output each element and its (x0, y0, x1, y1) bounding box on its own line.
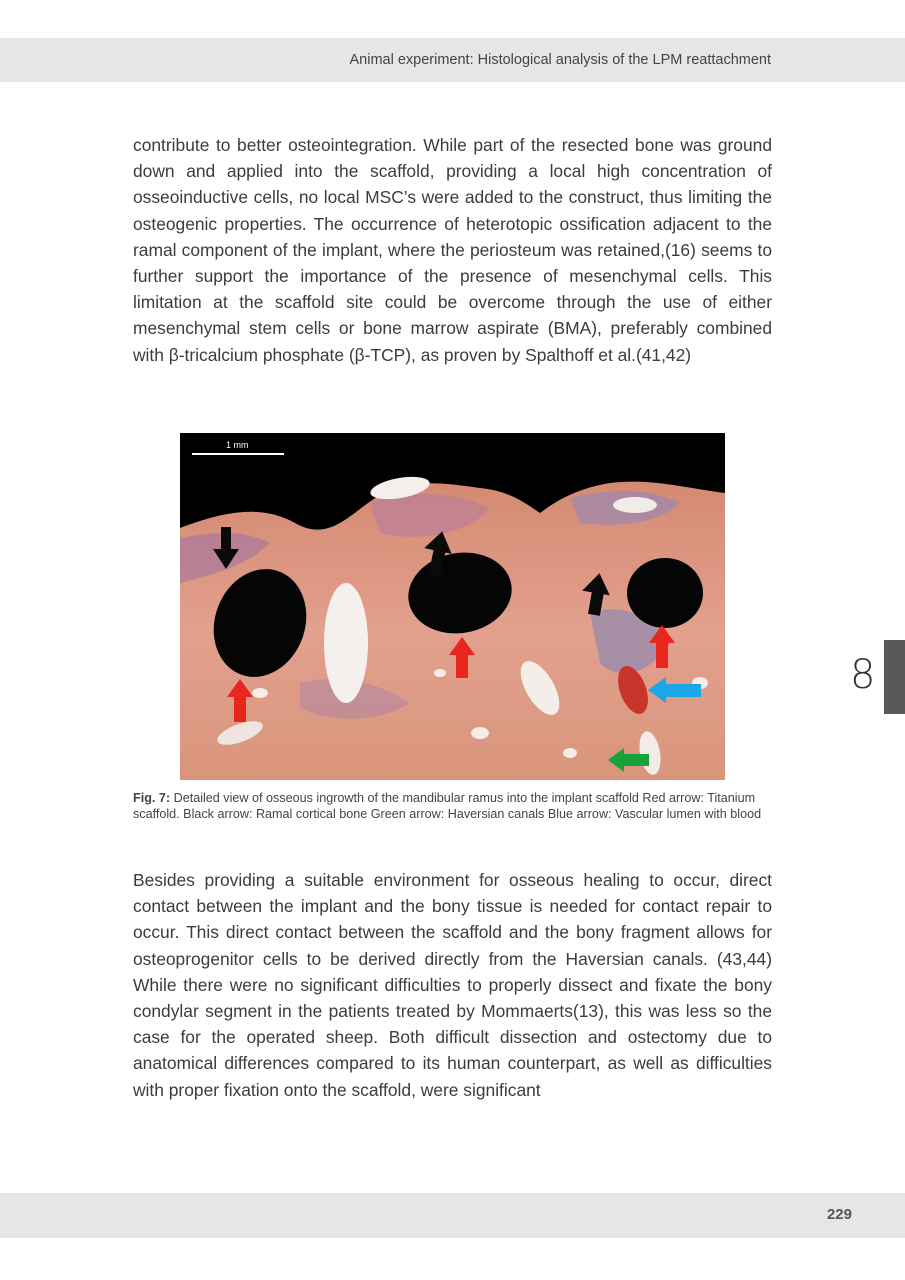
histology-image (180, 433, 725, 780)
chapter-tab (884, 640, 905, 714)
figure-caption (133, 790, 773, 822)
page-number: 229 (826, 1206, 852, 1223)
header-band (0, 38, 905, 82)
caption-text: Detailed view of osseous ingrowth of the mandibular ramus into the implant scaffold Red arrow: Titanium scaffold. Black arrow: Ramal cortical bone Green arrow: Haversian canals Blue arrow: Vascular lumen with blood (133, 791, 762, 821)
body-paragraph-1: contribute to better osteointegration. While part of the resected bone was ground down and applied into the scaffold, providing a local high concentration of osseoinductive cells, no local MSC’s were added to the construct, thus limiting the osteogenic properties. The occurrence of heterotopic ossification adjacent to the ramal component of the implant, where the periosteum was retained,(16) seems to further support the importance of the presence of mesenchymal cells. This limitation at the scaffold site could be overcome through the use of either mesenchymal stem cells or bone marrow aspirate (BMA), preferably combined with β-tricalcium phosphate (β-TCP), as proven by Spalthoff et al.(41,42) (133, 135, 772, 365)
caption-label: Fig. 7: (133, 791, 171, 805)
scale-bar (192, 453, 284, 455)
body-paragraph-2: Besides providing a suitable environment for osseous healing to occur, direct contact between the implant and the bony tissue is needed for contact repair to occur. This direct contact between the scaffold and the bony fragment allows for osteoprogenitor cells to be derived directly from the Haversian canals. (43,44) While there were no significant difficulties to properly dissect and fixate the bony condylar segment in the patients treated by Mommaerts(13), this was less so the case for the operated sheep. Both difficult dissection and ostectomy due to anatomical differences compared to its human counterpart, as well as difficulties with proper fixation onto the scaffold, were significant (133, 870, 772, 1100)
scale-bar-label: 1 mm (226, 440, 249, 450)
histology-figure (180, 433, 725, 780)
footer-band (0, 1193, 905, 1238)
chapter-number: 8 (850, 652, 876, 698)
running-head: Animal experiment: Histological analysis of the LPM reattachment (349, 52, 771, 68)
